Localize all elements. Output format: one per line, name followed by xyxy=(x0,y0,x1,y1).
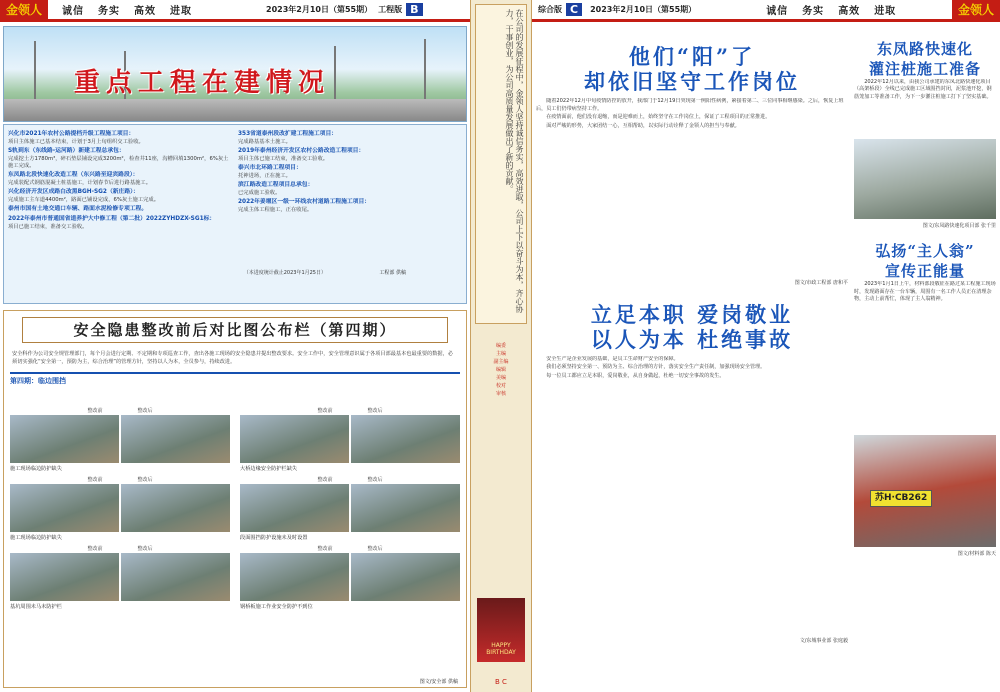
article-title: 宣传正能量 xyxy=(884,261,965,280)
photo-pair xyxy=(240,476,460,541)
after-label: 整改后 xyxy=(367,408,383,414)
page-b-header xyxy=(0,0,470,22)
article-paragraph: 我们必须坚持安全第一、预防为主、综合治理的方针，落实安全生产责任制，加强现场安全管理。 xyxy=(546,364,766,371)
project-detail: 完成施工主车道4400m²，路面已铺设完成，6%灰土施工完成。 xyxy=(8,196,159,203)
safety-subtitle: 第四期：临边围挡 xyxy=(10,372,460,386)
safety-credit: 图文/安全部 供稿 xyxy=(419,679,458,685)
article-title: 弘扬“主人翁” xyxy=(875,242,975,261)
project-progress-box xyxy=(3,124,467,304)
project-detail: 完成路基基本土施工。 xyxy=(238,138,291,145)
article-paragraph: 2023年1月1日上午，材料部段敬征在路过某工程施工现场时，发现路面存在一台车辆，周围有一名工作人员正在清理杂物，主动上前帮忙，体现了主人翁精神。 xyxy=(854,281,996,302)
staff-item: 编委 xyxy=(495,343,506,349)
motto-word: 进取 xyxy=(170,6,193,17)
staff-item: 校对 xyxy=(495,383,506,389)
photo-pair xyxy=(10,407,230,472)
spine-pager: B C xyxy=(495,678,507,686)
project-name: 滨江路改造工程项目总承包： xyxy=(238,181,314,188)
article-title: 他们“阳”了 xyxy=(628,44,756,69)
article-paragraph: 每一位员工都应立足本职，爱岗敬业，从自身做起，杜绝一切安全事故的发生。 xyxy=(546,372,725,379)
photo-caption: 基坑周围未马未防护栏 xyxy=(10,604,62,610)
motto xyxy=(766,2,896,17)
staff-item: 审核 xyxy=(495,391,506,397)
article-title: 立足本职 爱岗敬业 xyxy=(590,301,794,327)
article-title: 以人为本 杜绝事故 xyxy=(590,326,794,352)
project-name: 2019年泰州经济开发区农村公路改造工程项目： xyxy=(238,147,365,154)
article-title: 却依旧坚守工作岗位 xyxy=(584,69,800,95)
article-credit: 文/东城事业部 张庭毅 xyxy=(799,638,848,644)
page-letter: C xyxy=(566,3,582,16)
project-detail: 项目已施工结束，准备交工验收。 xyxy=(8,223,88,230)
main-column xyxy=(536,44,848,645)
project-name: 兴化经济开发区成路白改黑BGH-SG2（新庄路）： xyxy=(8,189,139,195)
motto-word: 进取 xyxy=(874,6,897,17)
birthday-cake-image: HAPPY BIRTHDAY xyxy=(477,598,525,662)
photo-pair xyxy=(240,545,460,610)
before-photo xyxy=(240,415,349,463)
after-photo xyxy=(351,484,460,532)
motto-word: 诚信 xyxy=(62,6,85,17)
issue-date: 2023年2月10日（第55期） xyxy=(590,5,697,14)
after-photo xyxy=(121,484,230,532)
motto-word: 高效 xyxy=(134,6,157,17)
project-name: 353省道泰州段改扩建工程施工项目： xyxy=(238,131,338,137)
project-name: 2022年泰州市普通国省道养护大中修工程（第二批）2022ZYHDZX-SG1标： xyxy=(8,215,216,222)
banner-image xyxy=(3,26,467,122)
photo-caption: 段面围挡防护设施未及时设置 xyxy=(240,535,308,541)
motto-word: 高效 xyxy=(838,6,861,17)
side-column xyxy=(854,40,996,559)
before-label: 整改前 xyxy=(317,477,333,483)
photo-grid xyxy=(10,407,460,610)
project-name: 2022年姜堰区一级一环线农村道路工程施工项目： xyxy=(238,198,371,205)
motto-word: 务实 xyxy=(802,6,825,17)
page-c xyxy=(532,0,1000,692)
article-credit: 图文/东凤路快速化项目部 张千里 xyxy=(922,223,996,229)
staff-list xyxy=(475,342,527,398)
before-photo xyxy=(10,415,119,463)
staff-item: 副主编 xyxy=(493,359,509,365)
photo-caption: 钢桥板施工作业安全防护不到位 xyxy=(240,604,313,610)
page-letter: B xyxy=(406,3,422,16)
project-detail: 完成主体工程施工，正在收尾。 xyxy=(238,206,313,213)
spine-text: 在公司的发展征程中，金领人坚持诚信务实，高效进取，公司上下以奋斗为本，齐心协力，干事创业，为公司高质量发展做出了新的贡献。 xyxy=(475,4,527,324)
before-label: 整改前 xyxy=(87,546,103,552)
before-photo xyxy=(240,553,349,601)
after-photo xyxy=(351,415,460,463)
after-label: 整改后 xyxy=(137,477,153,483)
safety-section xyxy=(3,310,467,688)
article-paragraph: 面对严峻的形势，大家团结一心，互相帮助，以实际行动诠释了金领人的担当与奉献。 xyxy=(546,122,740,129)
project-detail: 项目主体已施工结束，准备交工验收。 xyxy=(238,155,329,162)
motto-word: 务实 xyxy=(98,6,121,17)
project-detail: 完成装配式钢筋混凝土桩基施工，计划春节后进行路基施工。 xyxy=(8,179,152,186)
article-title: 灌注桩施工准备 xyxy=(868,59,981,78)
before-label: 整改前 xyxy=(87,408,103,414)
after-label: 整改后 xyxy=(367,546,383,552)
article-title: 东凤路快速化 xyxy=(876,40,973,58)
photo-pair xyxy=(10,476,230,541)
article-paragraph: 安全生产是企业发展的基础，是员工生命财产安全的保障。 xyxy=(546,356,679,362)
photo-pair xyxy=(10,545,230,610)
before-label: 整改前 xyxy=(317,546,333,552)
masthead-logo: 金领人 xyxy=(952,0,1000,20)
masthead-logo: 金领人 xyxy=(0,0,48,20)
photo-caption: 施工现场临边防护缺失 xyxy=(10,535,62,541)
after-photo xyxy=(351,553,460,601)
project-name: S轨到东（东线路-运河路）新建工程总承包： xyxy=(8,147,125,154)
article-paragraph: 2022年12月以来，由我公司承建的东凤北路快速化项目（高架桥段）全线已完成施工区域围挡封闭，泥浆池开挖，钢筋笼加工等准备工作，为下一步灌注桩施工打下了坚实基础。 xyxy=(854,79,992,100)
project-detail: 托神进场，正在施工。 xyxy=(238,172,291,179)
before-photo xyxy=(10,484,119,532)
after-label: 整改后 xyxy=(137,546,153,552)
project-name: 兴化市2021年农村公路提档升级工程施工项目： xyxy=(8,131,135,137)
license-plate: 苏H·CB262 xyxy=(870,490,932,507)
project-name: 泰兴市北环路工程项目： xyxy=(238,164,302,171)
photo-caption: 施工现场临边防护缺失 xyxy=(10,466,62,472)
article-credit: 图文/材料部 陈天 xyxy=(957,551,996,558)
staff-item: 美编 xyxy=(495,375,506,381)
project-name: 东凤路北段快速化改造工程（东兴路至迎宾路段）： xyxy=(8,172,139,179)
after-photo xyxy=(121,415,230,463)
project-name: 泰州市国有土地交通口车辆、路面水泥检修专项工程。 xyxy=(8,205,148,212)
progress-note: （本进度统计截止2023年1月25日） xyxy=(243,270,326,277)
staff-item: 主编 xyxy=(495,351,506,357)
center-spine xyxy=(470,0,532,692)
photo-caption: 大桥边缘安全防护栏缺失 xyxy=(240,466,298,472)
banner-title: 重点工程在建情况 xyxy=(74,68,331,98)
before-label: 整改前 xyxy=(87,477,103,483)
before-photo xyxy=(10,553,119,601)
before-label: 整改前 xyxy=(317,408,333,414)
project-column-left xyxy=(8,129,232,299)
article-paragraph: 随着2022年12月中旬疫情防控的放开，我部门于12月19日突现第一例阳性病例，紧接着第二、三位同事相继感染。之后，恢复上班后，员工们仍带病坚持工作。 xyxy=(536,98,844,112)
edition-label: 工程版 xyxy=(378,5,403,14)
article-credit: 图文/市政工程部 唐和平 xyxy=(794,280,848,287)
page-c-header xyxy=(532,0,1000,22)
after-photo xyxy=(121,553,230,601)
before-photo xyxy=(240,484,349,532)
page-b xyxy=(0,0,470,692)
safety-intro: 安全科作为公司安全规管理部门，每个月会进行定期、不定期和专项巡查工作，查出各施工现场的安全隐患并提出整改要求。安全工作中，安全管理意识属于各项目部最基本也最重要的数据，必须切实强化“安全第一，预防为主，综合治理”的管理方针，坚持以人为本，全员参与，持续改进。 xyxy=(12,351,453,365)
edition-label: 综合版 xyxy=(538,5,562,14)
construction-photo xyxy=(854,139,996,219)
project-detail: 项目主体施工已基本结束，计划于3月上旬组织交工验收。 xyxy=(8,138,144,145)
progress-credit: 工程部 供稿 xyxy=(379,270,406,277)
safety-title: 安全隐患整改前后对比图公布栏（第四期） xyxy=(22,317,448,343)
photo-pair xyxy=(240,407,460,472)
after-label: 整改后 xyxy=(137,408,153,414)
motto xyxy=(62,2,192,17)
truck-photo xyxy=(854,435,996,547)
project-detail: 完成挖土方1780m³，碎石垫层铺设完成3200m²，检查井11座，沟槽回填1300m²，6%灰土施工完成。 xyxy=(8,155,229,169)
issue-date: 2023年2月10日（第55期） xyxy=(266,5,373,14)
staff-item: 编辑 xyxy=(495,367,506,373)
motto-word: 诚信 xyxy=(766,6,789,17)
article-paragraph: 在疫情面前，他们没有退缩，而是迎难而上，始终坚守在工作岗位上，保证了工程项目的正常推进。 xyxy=(546,114,771,121)
after-label: 整改后 xyxy=(367,477,383,483)
project-detail: 已完成施工验收。 xyxy=(238,189,281,196)
